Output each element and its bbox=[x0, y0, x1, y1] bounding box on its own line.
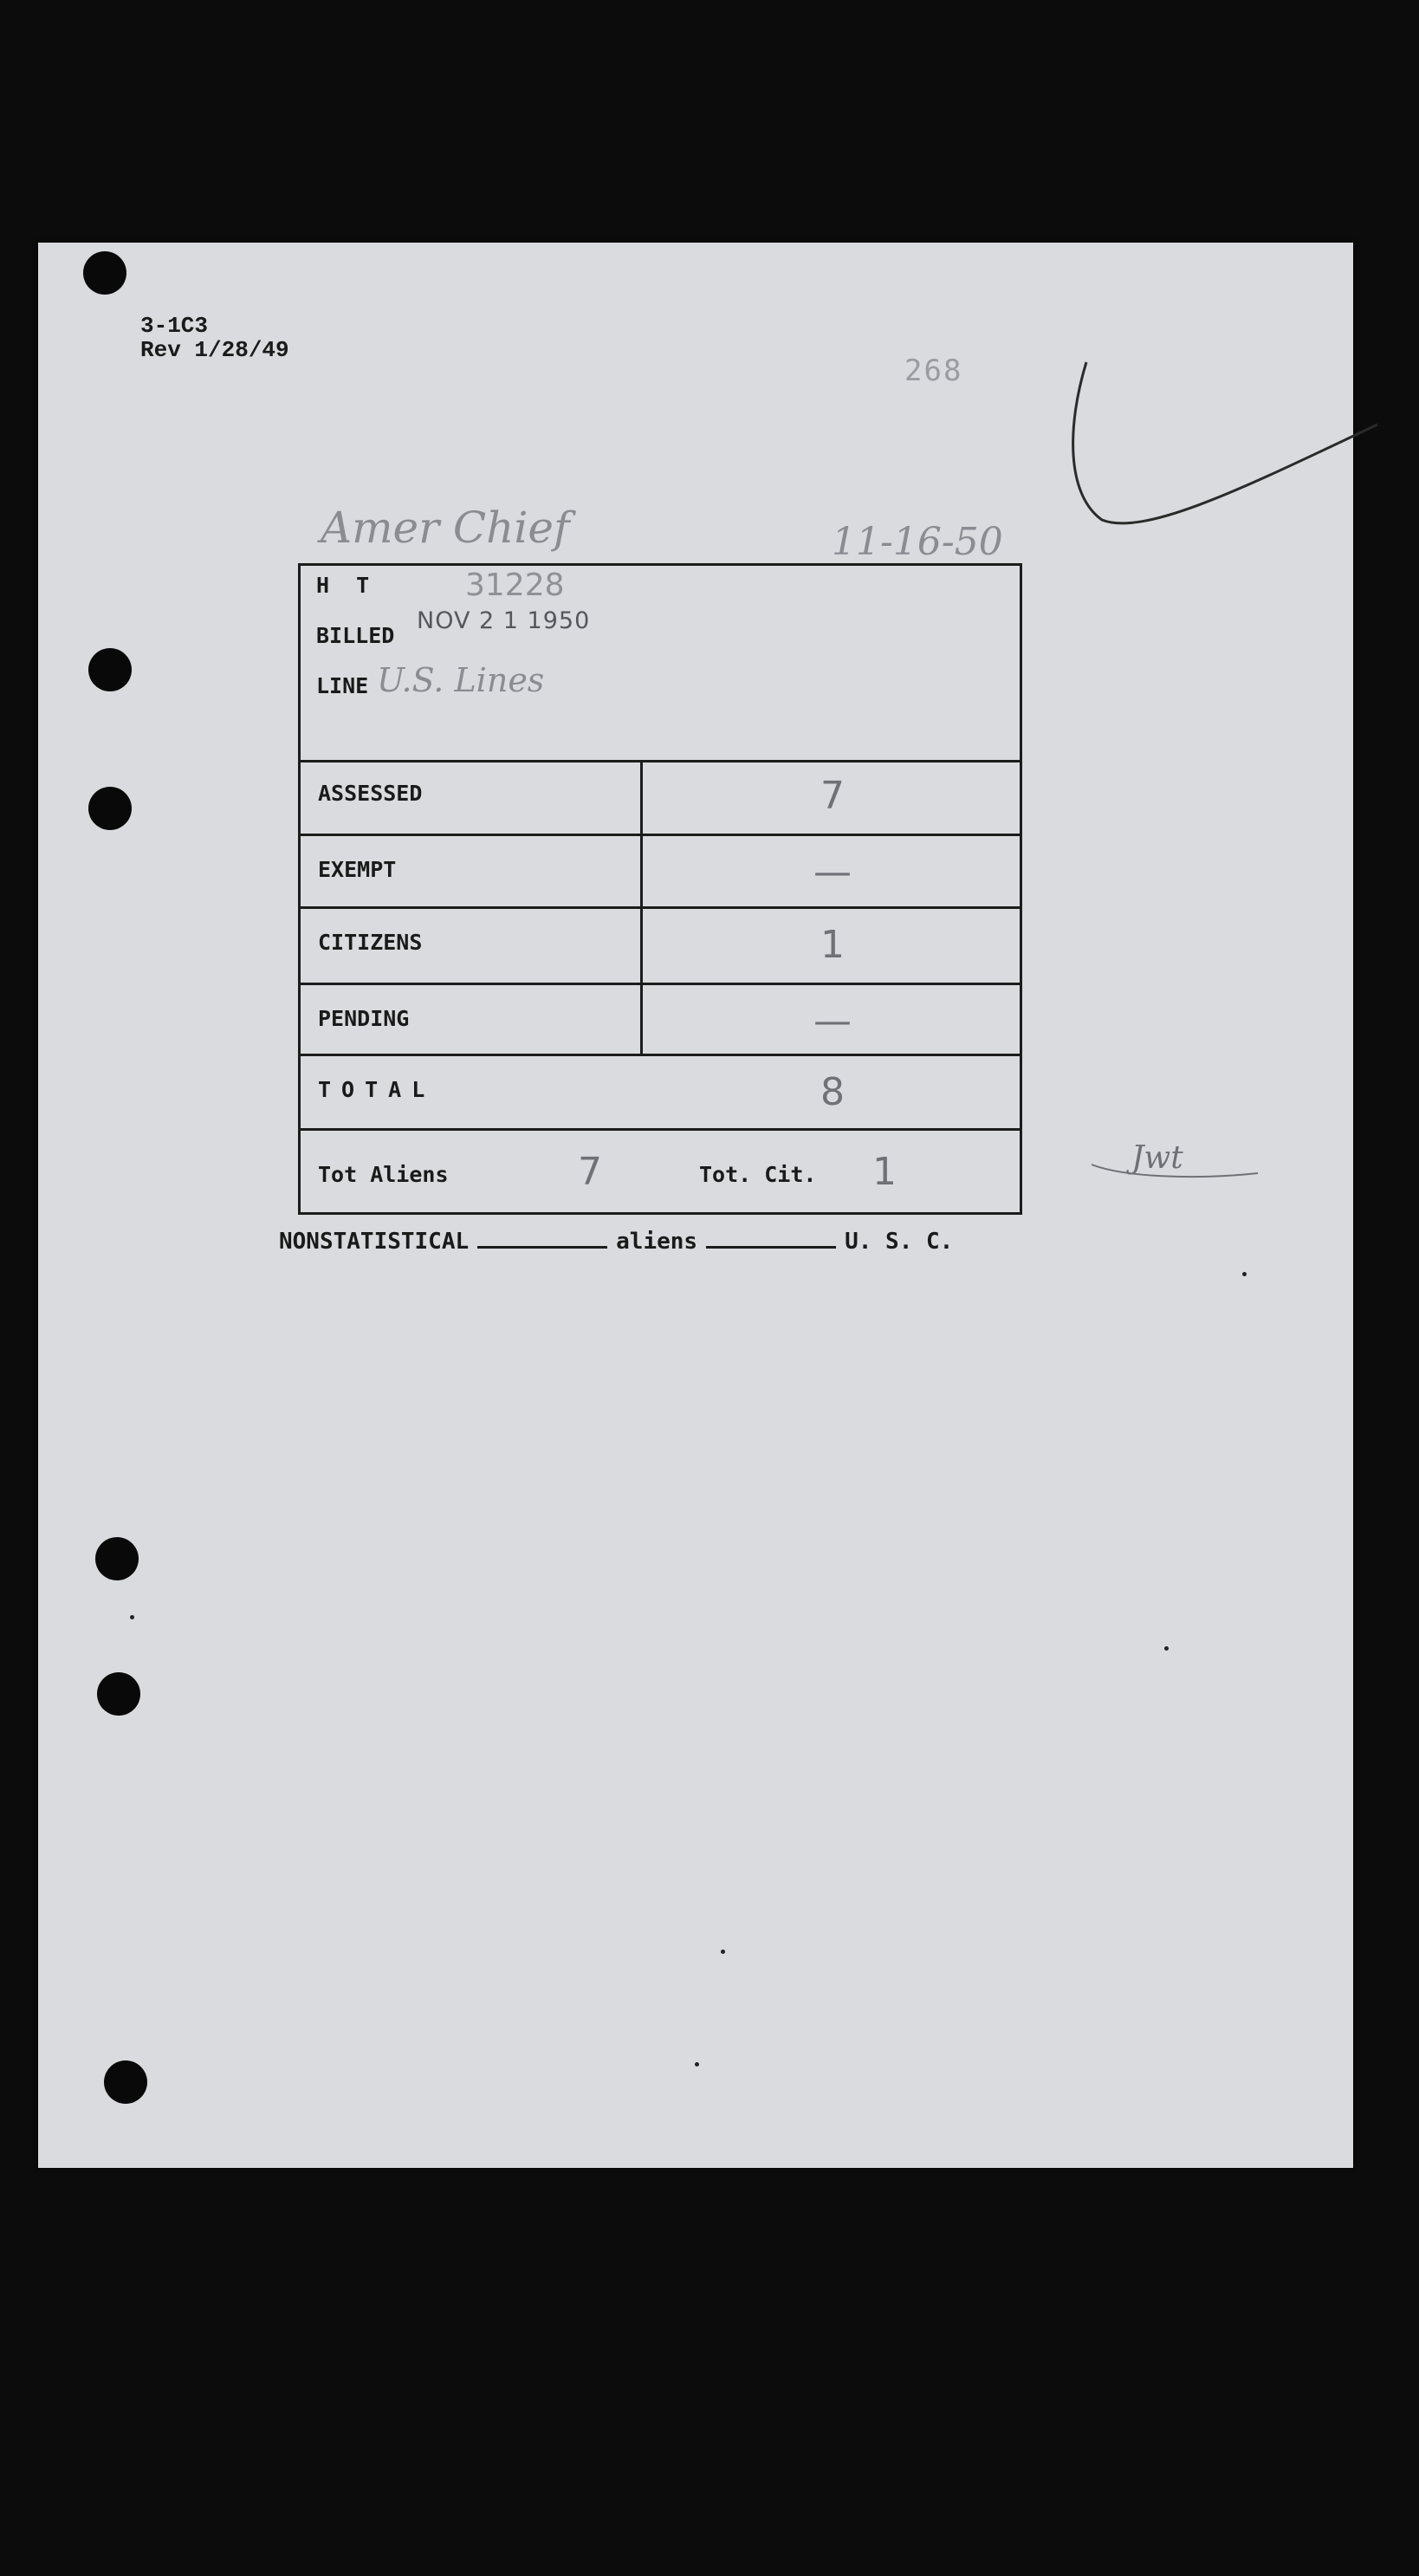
tot-cit-label: Tot. Cit. bbox=[699, 1162, 817, 1187]
totals-footer bbox=[301, 1131, 1020, 1217]
handwritten-initials bbox=[1088, 1119, 1261, 1197]
row-value: — bbox=[813, 999, 852, 1043]
row-label: PENDING bbox=[318, 1006, 410, 1031]
billed-date-stamp: NOV 2 1 1950 bbox=[417, 607, 591, 634]
form-header bbox=[301, 566, 1020, 762]
row-pending bbox=[301, 985, 1020, 1056]
punch-hole bbox=[83, 251, 126, 295]
form-revision: Rev 1/28/49 bbox=[140, 337, 289, 363]
aliens-label: aliens bbox=[616, 1229, 698, 1255]
row-citizens bbox=[301, 909, 1020, 985]
tot-aliens-value: 7 bbox=[578, 1150, 602, 1194]
punch-hole bbox=[95, 1537, 139, 1580]
billed-label: BILLED bbox=[316, 623, 395, 648]
tot-aliens-label: Tot Aliens bbox=[318, 1162, 449, 1187]
punch-hole bbox=[88, 648, 132, 691]
punch-hole bbox=[97, 1672, 140, 1716]
row-value: 7 bbox=[820, 774, 845, 818]
nonstat-blank bbox=[477, 1243, 607, 1249]
ht-label: H T bbox=[316, 573, 377, 598]
line-label: LINE bbox=[316, 673, 369, 698]
nonstatistical-line bbox=[279, 1229, 953, 1255]
row-label: EXEMPT bbox=[318, 857, 397, 882]
punch-hole bbox=[104, 2060, 147, 2104]
row-exempt bbox=[301, 836, 1020, 909]
document-page bbox=[38, 243, 1353, 2168]
total-value: 8 bbox=[820, 1070, 845, 1114]
row-value: 1 bbox=[820, 923, 845, 967]
total-label: TOTAL bbox=[318, 1077, 436, 1102]
form-code bbox=[140, 314, 289, 362]
row-value: — bbox=[813, 850, 852, 894]
row-total bbox=[301, 1056, 1020, 1131]
form-code-number: 3-1C3 bbox=[140, 313, 209, 339]
punch-hole bbox=[88, 787, 132, 830]
line-value: U.S. Lines bbox=[377, 661, 545, 699]
handwritten-ship-name: Amer Chief bbox=[321, 503, 570, 553]
row-label: CITIZENS bbox=[318, 930, 423, 955]
checkmark-icon bbox=[1050, 355, 1379, 546]
tot-cit-value: 1 bbox=[872, 1150, 897, 1194]
aliens-blank bbox=[706, 1243, 836, 1249]
page-number: 268 bbox=[904, 354, 963, 388]
handwritten-date: 11-16-50 bbox=[832, 520, 1003, 564]
row-label: ASSESSED bbox=[318, 781, 423, 806]
nonstatistical-label: NONSTATISTICAL bbox=[279, 1229, 470, 1255]
usc-label: U. S. C. bbox=[845, 1229, 954, 1255]
row-assessed bbox=[301, 760, 1020, 836]
ht-number: 31228 bbox=[465, 568, 565, 603]
initials-text: Jwt bbox=[1131, 1140, 1183, 1176]
statistics-form bbox=[298, 563, 1022, 1215]
